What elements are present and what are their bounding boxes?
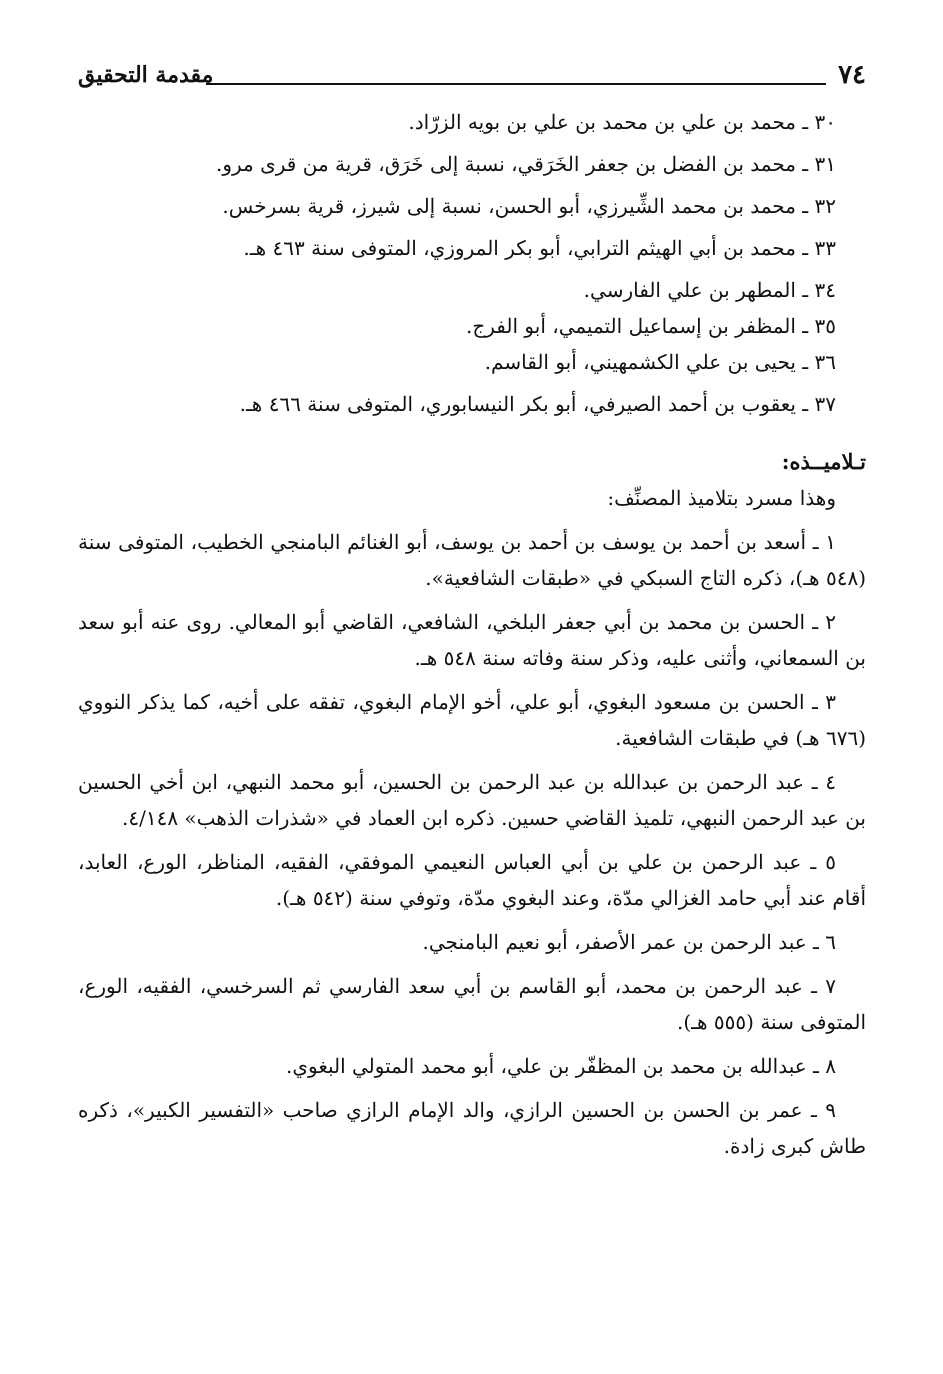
list-item: ١ ـ أسعد بن أحمد بن يوسف بن أحمد بن يوسف، أبو الغنائم البامنجي الخطيب، المتوفى سنة (٥٤٨ هـ)، ذكره التاج السبكي في «طبقات الشافعية». (78, 530, 866, 590)
students-list (78, 524, 866, 1164)
list-item: ٩ ـ عمر بن الحسن بن الحسين الرازي، والد الإمام الرازي صاحب «التفسير الكبير»، ذكره طاش كبرى زادة. (78, 1098, 866, 1158)
list-item: ٢ ـ الحسن بن محمد بن أبي جعفر البلخي، الشافعي، القاضي أبو المعالي. روى عنه أبو سعد بن السمعاني، وأثنى عليه، وذكر سنة وفاته سنة ٥٤٨ هـ. (78, 610, 866, 670)
header-rule (206, 83, 826, 85)
list-item: ٤ ـ عبد الرحمن بن عبدالله بن عبد الرحمن بن الحسين، أبو محمد النبهي، ابن أخي الحسين بن عبد الرحمن النبهي، تلميذ القاضي حسين. ذكره ابن العماد في «شذرات الذهب» ٤/١٤٨. (78, 770, 866, 830)
body-text (78, 104, 866, 1172)
list-item: ٣٦ ـ يحيى بن علي الكشمهيني، أبو القاسم. (484, 350, 836, 374)
list-item: ٦ ـ عبد الرحمن بن عمر الأصفر، أبو نعيم البامنجي. (422, 930, 836, 954)
list-item: ٣١ ـ محمد بن الفضل بن جعفر الخَرَقي، نسبة إلى خَرَق، قرية من قرى مرو. (215, 152, 836, 176)
students-heading: تـلاميــذه: (781, 449, 866, 474)
running-title: مقدمة التحقيق (78, 62, 214, 88)
list-item: ٣٠ ـ محمد بن علي بن محمد بن علي بن بويه الزرّاد. (408, 110, 836, 134)
list-item: ٣٣ ـ محمد بن أبي الهيثم الترابي، أبو بكر المروزي، المتوفى سنة ٤٦٣ هـ. (243, 236, 836, 260)
teachers-list (78, 104, 866, 422)
page-number: ٧٤ (838, 60, 866, 90)
list-item: ٨ ـ عبدالله بن محمد بن المظفّر بن علي، أبو محمد المتولي البغوي. (285, 1054, 836, 1078)
students-intro: وهذا مسرد بتلاميذ المصنِّف: (607, 486, 836, 510)
list-item: ٣٤ ـ المطهر بن علي الفارسي. (583, 278, 836, 302)
page-header (78, 58, 866, 92)
list-item: ٣٢ ـ محمد بن محمد الشِّيرزي، أبو الحسن، نسبة إلى شيرز، قرية بسرخس. (222, 194, 836, 218)
list-item: ٥ ـ عبد الرحمن بن علي بن أبي العباس النعيمي الموفقي، الفقيه، المناظر، الورع، العابد، أقام عند أبي حامد الغزالي مدّة، وعند البغوي مدّة، وتوفي سنة (٥٤٢ هـ). (78, 850, 866, 910)
list-item: ٣٧ ـ يعقوب بن أحمد الصيرفي، أبو بكر النيسابوري، المتوفى سنة ٤٦٦ هـ. (239, 392, 836, 416)
list-item: ٣ ـ الحسن بن مسعود البغوي، أبو علي، أخو الإمام البغوي، تفقه على أخيه، كما يذكر النووي (٦٧٦ هـ) في طبقات الشافعية. (78, 690, 866, 750)
list-item: ٣٥ ـ المظفر بن إسماعيل التميمي، أبو الفرج. (466, 314, 836, 338)
list-item: ٧ ـ عبد الرحمن بن محمد، أبو القاسم بن أبي سعد الفارسي ثم السرخسي، الفقيه، الورع، المتوفى سنة (٥٥٥ هـ). (78, 974, 866, 1034)
